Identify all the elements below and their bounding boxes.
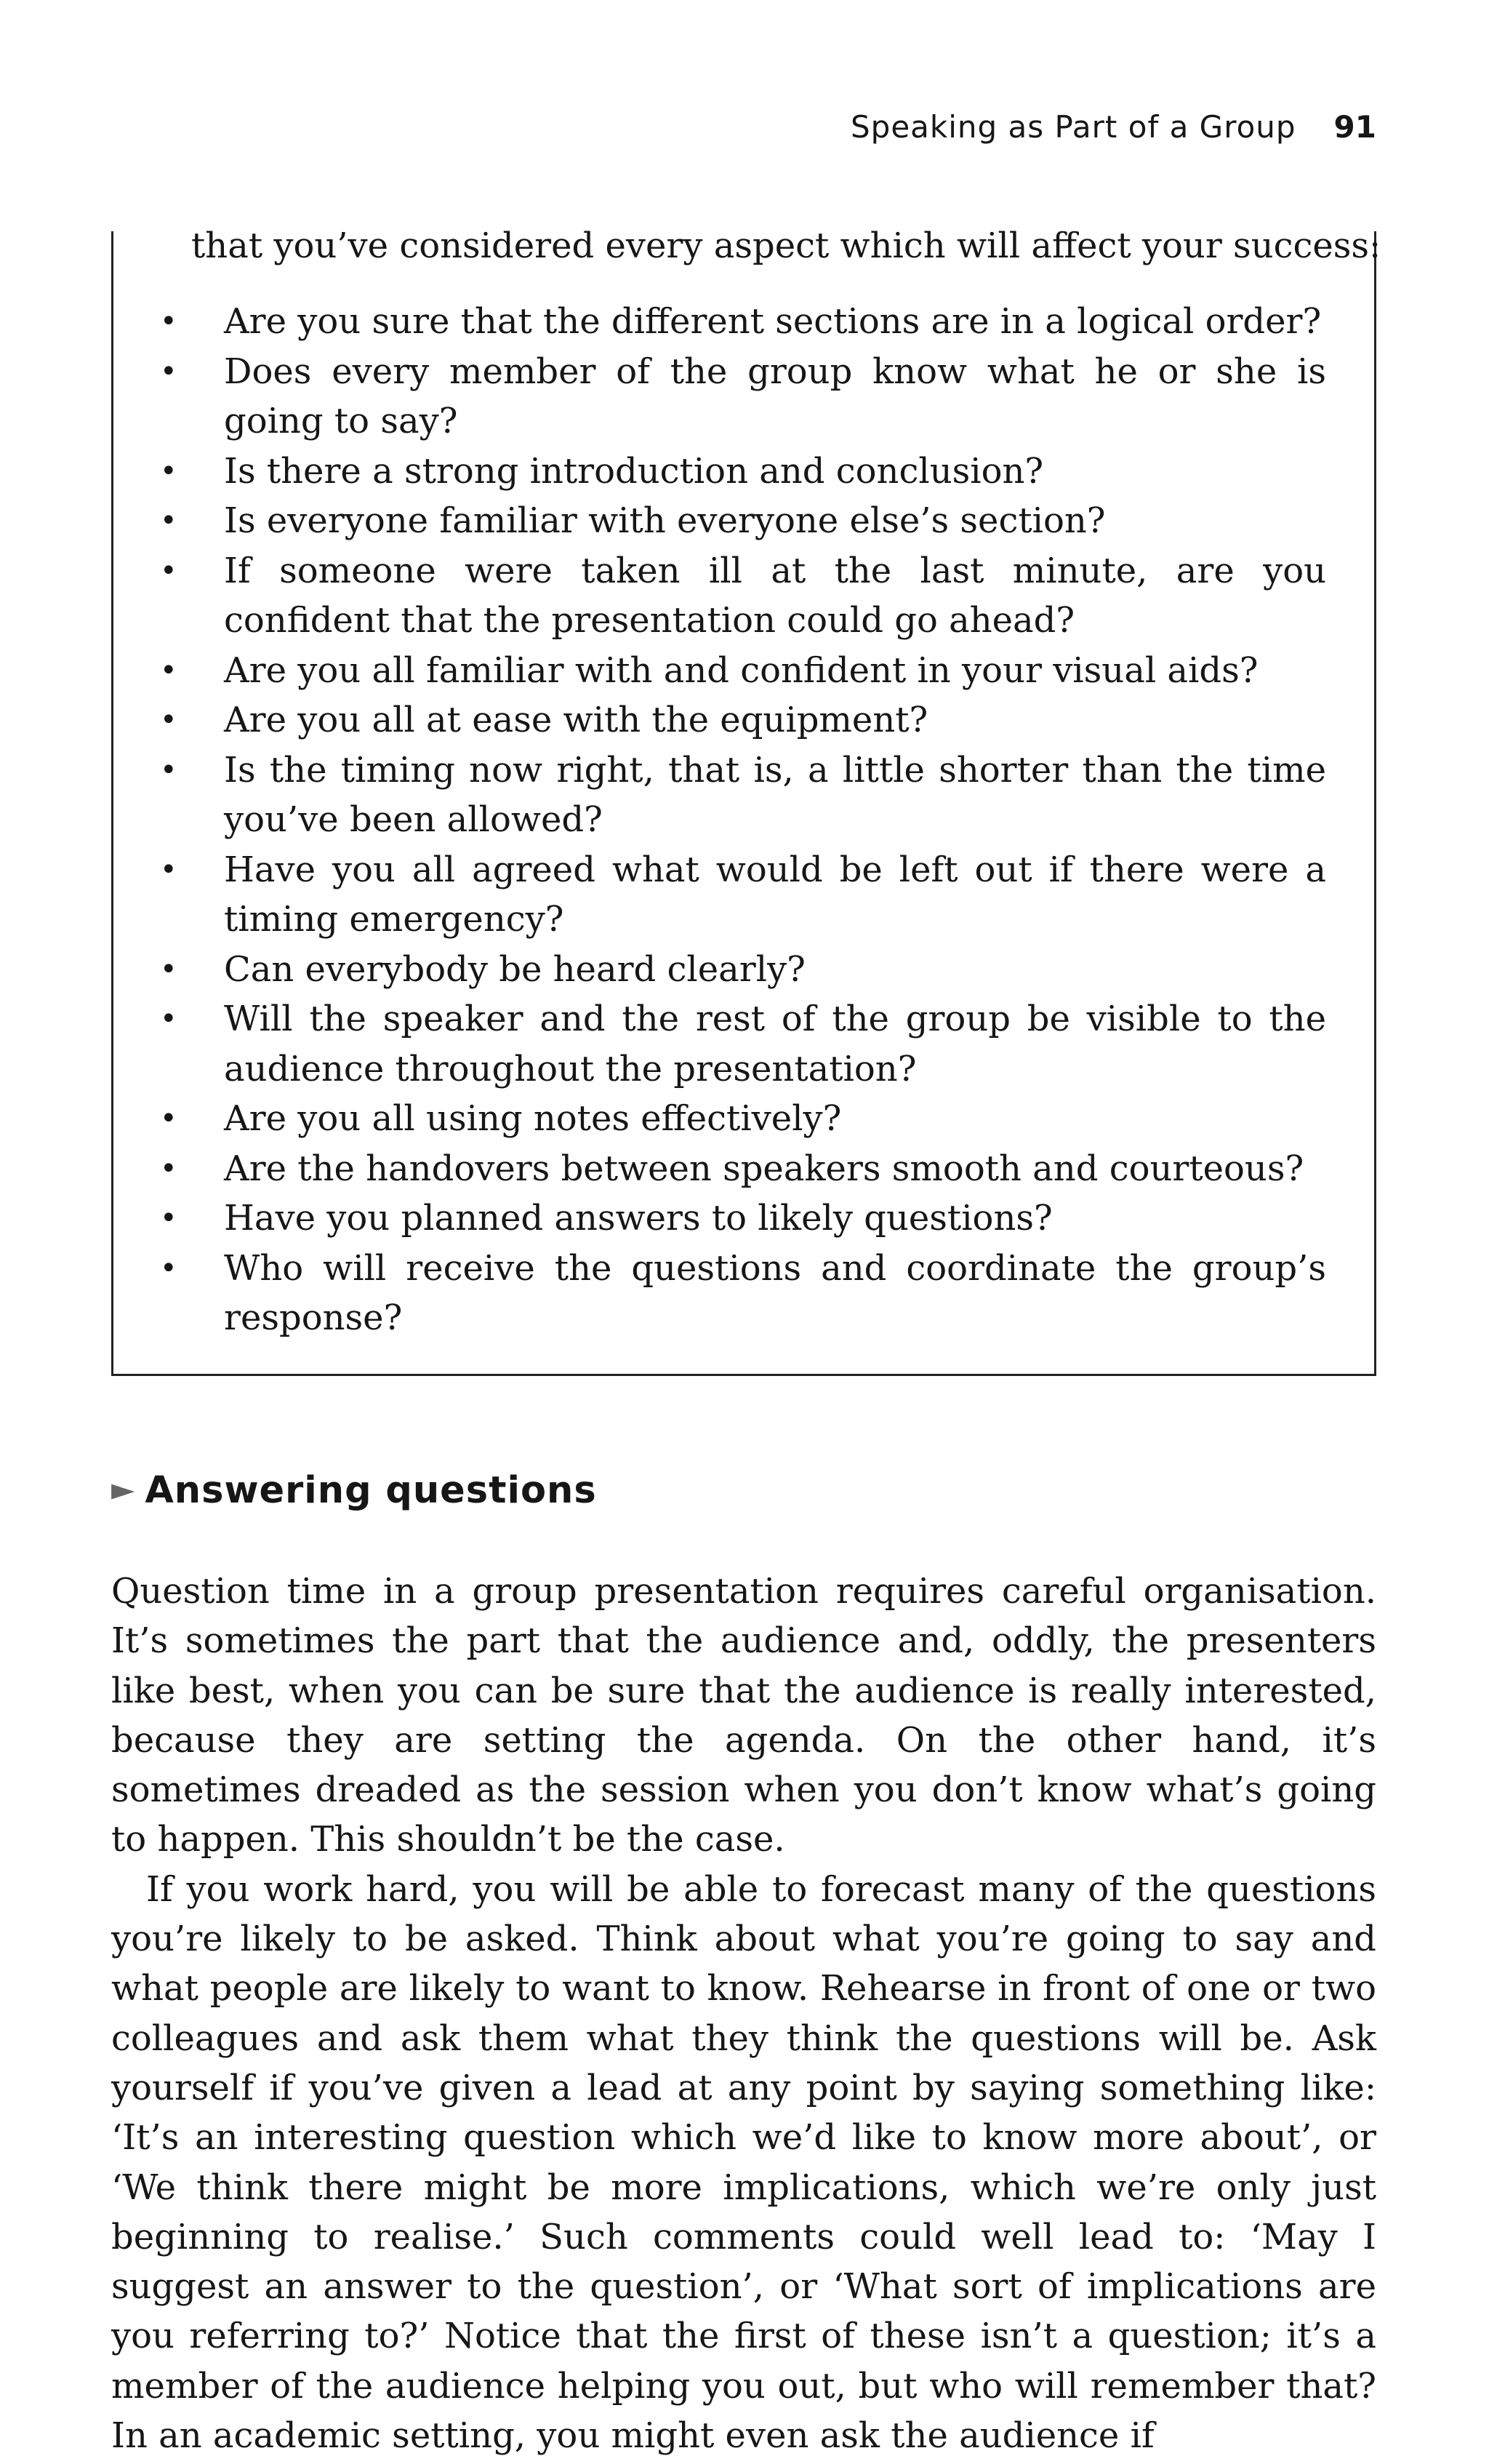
list-item bbox=[160, 347, 1326, 447]
list-item bbox=[160, 496, 1326, 546]
bullet-icon: • bbox=[160, 753, 177, 787]
list-item-text: Are you all at ease with the equipment? bbox=[224, 700, 928, 740]
list-item-text: If someone were taken ill at the last minute, are you confident that the presentation could go ahead? bbox=[224, 550, 1326, 641]
bullet-icon: • bbox=[160, 1251, 177, 1285]
running-head bbox=[0, 109, 1376, 145]
bullet-icon: • bbox=[160, 454, 177, 488]
list-item bbox=[160, 546, 1326, 646]
bullet-icon: • bbox=[160, 952, 177, 986]
list-item-text: Who will receive the questions and coordinate the group’s response? bbox=[224, 1247, 1326, 1338]
bullet-icon: • bbox=[160, 504, 177, 537]
section-heading-text: Answering questions bbox=[145, 1469, 597, 1512]
list-item bbox=[160, 745, 1326, 845]
bullet-icon: • bbox=[160, 305, 177, 338]
bullet-icon: • bbox=[160, 852, 177, 887]
list-item-text: Are you sure that the different sections are in a logical order? bbox=[224, 301, 1322, 342]
list-item bbox=[160, 945, 1326, 995]
list-item-text: Are you all using notes effectively? bbox=[224, 1098, 842, 1139]
running-title: Speaking as Part of a Group bbox=[851, 109, 1296, 145]
bullet-icon: • bbox=[160, 1002, 177, 1036]
list-item bbox=[160, 695, 1326, 745]
bullet-icon: • bbox=[160, 1102, 177, 1135]
list-item-text: Are you all familiar with and confident in your visual aids? bbox=[224, 649, 1259, 691]
list-item bbox=[160, 1144, 1326, 1194]
list-item bbox=[160, 994, 1326, 1094]
list-item-text: Can everybody be heard clearly? bbox=[224, 948, 806, 990]
list-item bbox=[160, 1193, 1326, 1244]
checklist-intro: that you’ve considered every aspect which will affect your success: bbox=[191, 225, 1381, 266]
bullet-icon: • bbox=[160, 553, 177, 588]
list-item-text: Are the handovers between speakers smooth and courteous? bbox=[224, 1148, 1304, 1189]
list-item-text: Have you planned answers to likely questions? bbox=[224, 1198, 1053, 1239]
list-item bbox=[160, 845, 1326, 945]
checklist bbox=[160, 297, 1326, 1343]
list-item-text: Does every member of the group know what he or she is going to say? bbox=[224, 351, 1326, 441]
list-item bbox=[160, 447, 1326, 497]
list-item-text: Will the speaker and the rest of the group be visible to the audience throughout the presentation? bbox=[224, 999, 1326, 1089]
list-item bbox=[160, 1244, 1326, 1343]
paragraph: If you work hard, you will be able to forecast many of the questions you’re likely to be asked. Think about what you’re going to say and what people are likely to want to know. Rehearse in front of one or two colleagues and ask them what they think the questions will be. Ask yourself if you’ve given a lead at any point by saying something like: ‘It’s an interesting question which we’d like to know more about’, or ‘We think there might be more implications, which we’re only just beginning to realise.’ Such comments could well lead to: ‘May I suggest an answer to the question’, or ‘What sort of implications are you referring to?’ Notice that the first of these isn’t a question; it’s a member of the audience helping you out, but who will remember that? In an academic setting, you might even ask the audience if bbox=[111, 1868, 1376, 2457]
list-item-text: Is everyone familiar with everyone else’s section? bbox=[224, 500, 1106, 541]
list-item-text: Is the timing now right, that is, a little shorter than the time you’ve been allowed? bbox=[224, 749, 1326, 840]
section-heading bbox=[111, 1465, 597, 1516]
arrow-icon: ► bbox=[111, 1471, 135, 1507]
body-text bbox=[111, 1567, 1376, 2460]
list-item-text: Have you all agreed what would be left out if there were a timing emergency? bbox=[224, 849, 1326, 940]
page-number: 91 bbox=[1333, 109, 1376, 145]
bullet-icon: • bbox=[160, 1151, 177, 1185]
bullet-icon: • bbox=[160, 653, 177, 687]
list-item bbox=[160, 646, 1326, 696]
paragraph: Question time in a group presentation requires careful organisation. It’s sometimes the part that the audience and, oddly, the presenters like best, when you can be sure that the audience is really interested, because they are setting the agenda. On the other hand, it’s sometimes dreaded as the session when you don’t know what’s going to happen. This shouldn’t be the case. bbox=[111, 1571, 1376, 1860]
list-item-text: Is there a strong introduction and conclusion? bbox=[224, 450, 1044, 492]
list-item bbox=[160, 1094, 1326, 1144]
bullet-icon: • bbox=[160, 703, 177, 737]
list-item bbox=[160, 297, 1326, 347]
bullet-icon: • bbox=[160, 354, 177, 388]
bullet-icon: • bbox=[160, 1201, 177, 1235]
